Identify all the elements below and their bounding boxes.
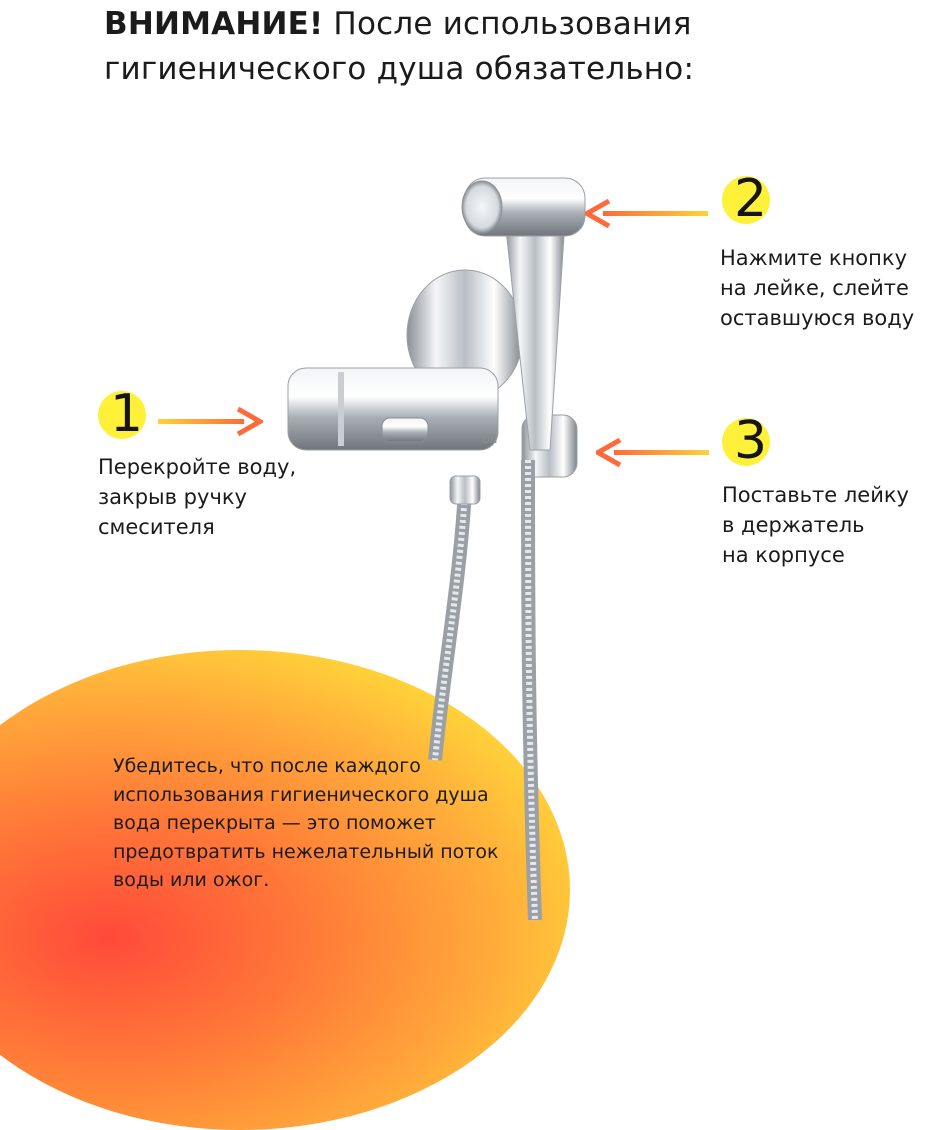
note-line-3: вода перекрыта — это поможет <box>113 812 436 834</box>
title-line2: гигиенического душа обязательно: <box>104 51 695 87</box>
spray-nozzle <box>462 181 502 233</box>
step-2-line-3: оставшуюся воду <box>720 306 915 330</box>
note-line-2: использования гигиенического душа <box>113 783 489 806</box>
step-2-line-1: Нажмите кнопку <box>720 246 908 270</box>
note-line-1: Убедитесь, что после каждого <box>113 755 421 777</box>
step-3-arrow-icon <box>596 437 711 467</box>
step-1-text <box>98 452 296 542</box>
step-3-text <box>722 480 909 570</box>
step-3-line-1: Поставьте лейку <box>722 483 909 507</box>
valve-on-label: ON <box>482 435 498 446</box>
step-3-line-2: в держатель <box>722 513 865 537</box>
step-2-text <box>720 243 914 333</box>
step-3-badge <box>722 410 802 490</box>
step-2-arrow-icon <box>585 198 710 228</box>
note-line-5: воды или ожог. <box>113 869 270 891</box>
step-1-number: 1 <box>110 384 144 444</box>
step-1-line-2: закрыв ручку <box>98 485 247 509</box>
title-line1: После использования <box>323 6 692 42</box>
step-2-line-2: на лейке, слейте <box>720 276 909 300</box>
step-2-badge <box>722 168 802 248</box>
step-1-line-3: смесителя <box>98 515 215 539</box>
hose-connector <box>450 476 480 504</box>
step-1-arrow-icon <box>158 406 263 436</box>
note-line-4: предотвратить нежелательный поток <box>113 840 499 863</box>
page-title <box>104 2 884 92</box>
safety-note <box>113 752 533 895</box>
warning-label: ВНИМАНИЕ! <box>104 6 324 42</box>
mixer-handle <box>382 418 428 442</box>
step-1-line-1: Перекройте воду, <box>98 455 297 479</box>
step-3-number: 3 <box>734 411 768 471</box>
step-2-number: 2 <box>734 169 768 229</box>
step-3-line-3: на корпусе <box>722 543 845 567</box>
hose-left <box>435 490 465 760</box>
